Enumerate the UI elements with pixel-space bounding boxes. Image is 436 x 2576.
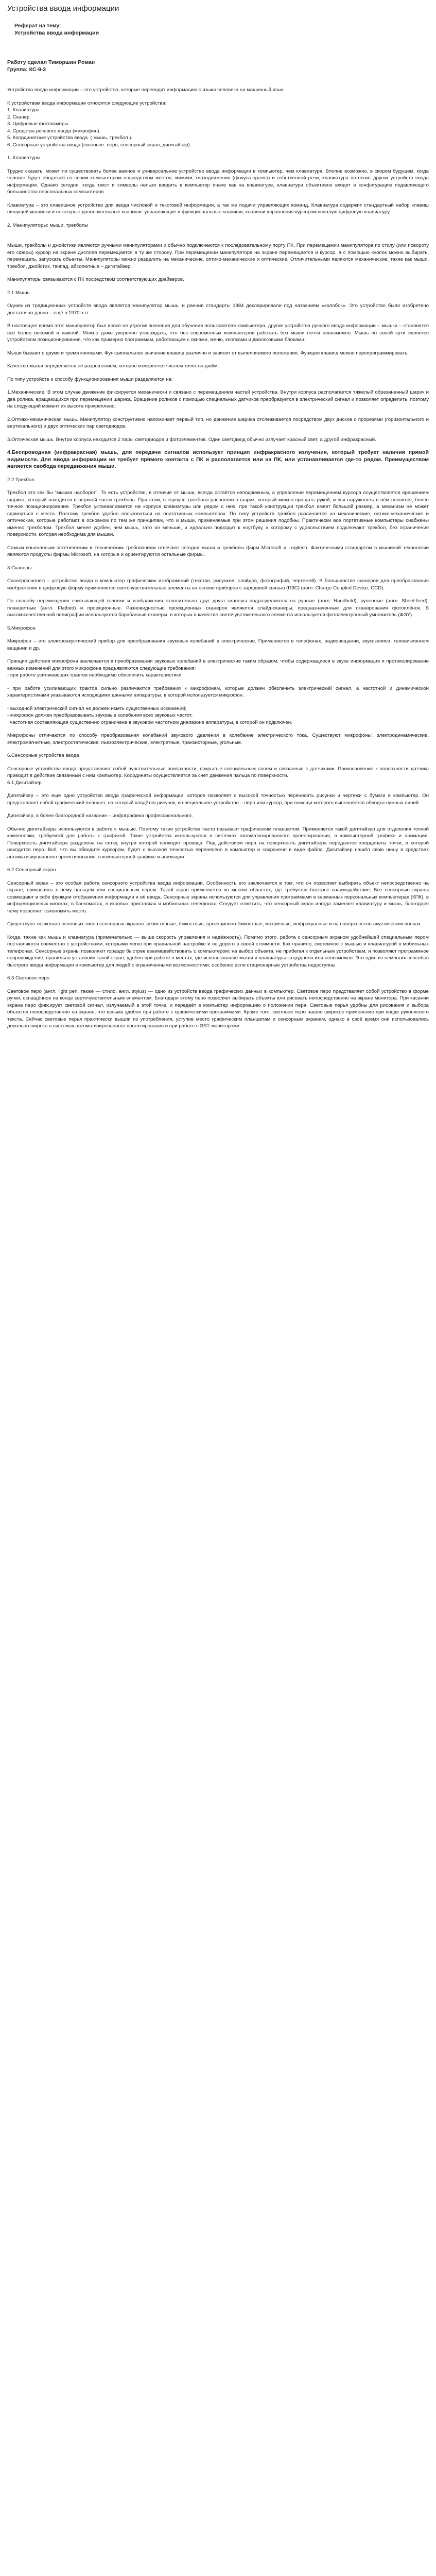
paragraph: Обычно дигитайзеры используются в работе с мышью. Поэтому такие устройства часто называют графическим планшетом. Применяется такой дигитайзер для отделения точной компоновки, требуемой для работы с графикой. Такие устройства используются в системах автоматизированного проектирования, в компьютерной графике и анимации. Поверхность дигитайзера разделена на сетку, внутри которой проходят провода. Под действием пера на поверхность дигитайзера передаются координаты точки, в которой находится перо. Всё, что вы обводите курсором, будет с высокой точностью перенесено в компьютер и сохранено в виде файла. Дигитайзер нашёл свою нишу в средствах автоматизированного проектирования, в компьютерной графике и анимации. [7, 826, 430, 860]
paragraph: По способу перемещения считывающей головки и изображения относительно друг друга сканеры подразделяются на ручные (англ. Handheld), рулонные (англ. Sheet-feed), планшетные (англ. Flatbed) и проекционные. Разновидностью проекционных сканеров являются слайд-сканеры, предназначенные для сканирования фотоплёнок. В высококачественной полиграфии используются барабанные сканеры, в которых в качестве светочувствительного элемента используется фотоэлектронный умножитель (ФЭУ). [7, 598, 430, 618]
paragraph: 6.Сенсорные устройства ввода [7, 753, 79, 758]
paragraph: Микрофон – это электроакустический прибор для преобразования звуковых колебаний в электрические. Применяется в телефонах, радиовещании, звукозаписи, телевизионном вещании и др. [7, 638, 430, 651]
paragraph: Микрофоны отличаются по способу преобразования колебаний звукового давления в колебание электрического тока. Существуют микрофоны: электродинамические, электромагнитные, электростатические, пьезоэлектрические, электретные, транзисторные, угольные. [7, 733, 430, 745]
paragraph: 6.2 Сенсорный экран [7, 867, 56, 873]
paragraph: По типу устройств и способу функционирования мыши разделяются на: [7, 376, 173, 382]
paragraph: К устройствам ввода информации относятся следующие устройства: 1. Клавиатура. 2. Сканер. 3. Цифровые фотокамеры. 4. Средства речевого ввода (микрофон). 5. Координатные устройства ввода ( мышь, трекбол ). 6. Сенсорные устройства ввода (световое перо, сенсорный экран, дигитайзер). [7, 100, 191, 148]
paragraph: Дигитайзер, в более благородной название – инфографика профессионального. [7, 813, 193, 819]
paragraph: Трекбол это как бы "мышка наоборот". То есть устройство, в отличие от мыши, всегда остаётся неподвижным, а управление перемещением курсора осуществляется вращением шарика, который находится в верхней части трекбола. При этом, в корпусе трекбола расположен шарик, который можно вращать рукой, и вся наружность в нём покоится, более точное позиционирование. Трекбол устанавливается на корпусе клавиатуры или рядом с нею, при такой конструкции трекбол имеет большой размер, а механизм не может сдвинуться с места. Поэтому трекбол удобно пользоваться на портативных компьютерах. По типу устройств трекбол различается на механические, оптико-механические и оптические, которые работают в основном по тем же принципам, что и мыши, применяемые при этом решения подобны. Практически все портативные компьютеры снабжены именно трекболом. Трекбол менее удобен, чем мышь, зато он меньше, и идеально подходит к ноутбуку, к которому с удовольствием подключают трекбол, без ограничения поверхности, которая необходима для мышки. [7, 490, 430, 537]
paragraph: Работу сделал Тиморшин Роман Группа: КС-9-3 [7, 59, 95, 73]
paragraph: Принцип действия микрофона заключается в преобразовании звуковых колебаний в электрические таким образом, чтобы содержащиеся в звуке информация и протоколирование важных изменений для этого микрофона предъявляются следующие требования: - при работе усиливающих трактов необходимо обеспечить характеристики; [7, 658, 429, 678]
paragraph: 1.Механические. В этом случае движение фиксируется механически и связано с перемещением частей устройства. Внутри корпуса располагается тяжёлый обрезиненный шарик и два ролика, вращающихся при перемещении шарика. Вращение роликов с помощью специальных датчиков преобразуется в электрический сигнал и позволяет определить, поэтому на следующий момент их высота прикреплено. [7, 389, 430, 409]
paragraph: 6.3 Световое перо [7, 975, 50, 981]
paragraph: 3.Сканеры [7, 565, 32, 571]
paragraph: Мыши, трекболы и джойстики являются ручными манипуляторами и обычно подключаются к последовательному порту ПК. При перемещении манипулятора по столу (или повороту его сферы) курсор на экране дисплея перемещается в ту же сторону. При перемещении манипулятора на экране перемещается и курсор, а с помощью кнопок можно выбирать, перемещать, запускать объекты. Манипуляторы можно разделить на механические, оптико-механические и оптические. Отличительными являются механические, такие как мыши, трекбол, джойстик, тачпад, абсолютные – дигитайзер. [7, 243, 430, 269]
paragraph: 3.Оптическая мышь. Внутри корпуса находится 2 пары светодиодов и фотоэлементов. Один светодиод обычно излучает красный свет, а другой инфракрасный. [7, 436, 376, 443]
paragraph: Качество мыши определяется её разрешением, которое измеряется числом точек на дюйм. [7, 363, 219, 369]
paragraph: 2. Манипуляторы: мыши, трекболы [7, 222, 88, 228]
paragraph: В настоящее время этот манипулятор был вовсе не утратив значения для обучения пользователя компьютера, другие устройства ручного ввода информации – мышки – становятся всё более весомой и важной. Можно даже уверенно утверждать, что без современных компьютеров работать без мыши почти невозможно. Мышь по своей сути является устройством позиционирования, что как примерно программам, работающим с окнами, меню, кнопками и диалоговыми блоками. [7, 323, 430, 343]
paragraph: Сенсорные устройства ввода представляют собой чувствительные поверхности, покрытые специальным слоем и связанные с датчиками. Прикосновение к поверхности датчика приводит в действие связанный с ним компьютер. Координаты осуществляется за счёт движения пальца по поверхности. 6.1 Дигитайзер [7, 766, 429, 786]
paragraph: 2.Оптико-механическая мышь. Манипулятор конструктивно напоминает первый тип, но движение шарика отслеживается посредством двух дисков с прорезями (горизонтального и вертикального) и двух оптических пар светодиодов. [7, 416, 430, 429]
paragraph: 4.Беспроводная (инфракрасная) мышь, для передачи сигналов использует принцип инфракрасного излучения, который требует наличия прямой видимости. Для ввода информации не требует прямого контакта с ПК и располагается или на ПК, или устанавливается где-то рядом. Преимуществом является свобода передвижения мыши. [7, 449, 430, 469]
paragraph: Клавиатура – это клавишное устройство для ввода числовой и текстовой информации, а так же подачи управляющих команд. Клавиатура содержит стандартный набор клавиш пишущей машинки и некоторые дополнительные клавиши: управляющие и функциональные клавиши, клавиши управления курсором и малую цифровую клавиатуру. [7, 202, 430, 215]
paragraph: 5.Микрофон [7, 625, 36, 631]
paragraph: Когда, также как мышь и клавиатура (примечательно — выше скорость управления и надёжность). Помимо этого, работа с сенсорным экраном удобнейшей специальным пером поставляются совместно с устройствами, которыми легко при правильной настройке и не дорого в своей стоимости. Как правило, системное с мышью и клавиатурой в мобильных телефонах. Сенсорные экраны позволяют гораздо быстрее взаимодействовать с компьютером: на выбор объекта, не прибегая к отдельным устройствам, и позволяют программное сопровождение, правильно установив такой экран, удобно при работе в местах, где использование мыши и клавиатуры затруднено или невозможно. Это один из немногих способов быстрого ввода информации в компьютер для людей с ограниченными возможностями, особенно если стационарные устройства недоступны. [7, 934, 430, 968]
paragraph: - при работе усиливающих трактов сильно различаются требования к микрофонам, которые должен обеспечить электрический сигнал, а частотной и динамической характеристиками указываются исходящими данными аппаратуры, в которой используется микрофон. [7, 685, 430, 698]
paragraph: 1. Клавиатуры [7, 155, 41, 161]
paragraph: Существуют несколько основных типов сенсорных экранов: резистивные, ёмкостные, проекционно-ёмкостные, матричные, инфракрасные и на поверхностно-акустических волнах. [7, 921, 422, 927]
paragraph: Реферат на тему: Устройства ввода информации [14, 23, 99, 36]
paragraph: Мыши бывают с двумя и тремя кнопками. Функциональное значение клавиш различно и зависит от выполняемого положения. Функция клавиш можно перепрограммировать. [7, 350, 409, 356]
paragraph: Световое перо (англ. light pen, также — стило, англ. stylus) — одно из устройств ввода графических данных в компьютер. Световое перо представляет собой устройство в форме ручки, оснащённое на конце светочувствительным элементом. Благодаря этому перо позволяет выбирать объекты или рисовать непосредственно на экране монитора. При касании экрана перо фиксирует световой сигнал, излучаемый в этой точке, и передаёт в компьютер информацию о положении пера. Световые перья удобны для рисования и выбора объектов непосредственно на экране, что весьма удобно при работе с графическими программами. Кроме того, световое перо нашло широкое применение при вводе рукописного текста. Сейчас световые перья практически вышли из употребления, уступив место графическим планшетам и сенсорным экранам, однако в своё время они использовались довольно широко в системах автоматизированного проектирования и при работе с ЭЛТ-мониторами. [7, 988, 430, 1029]
paragraph: - выходной электрический сигнал не должен иметь существенных искажений; - микрофон должен преобразовывать звуковые колебания всех звуковых частот, частотная составляющая существенно ограничена в звуковом частотном диапазоне аппаратуры, в которой он подключен. [7, 705, 292, 725]
paragraph: Сканер(scanner) – устройство ввода в компьютер графических изображений (текстов, рисунков, слайдов, фотографий, чертежей). В большинстве сканеров для преобразования изображения в цифровую форму применяются светочувствительные элементы на основе приборов с зарядовой связью (ПЗС) (англ. Charge-Coupled Device, CCD). [7, 578, 430, 591]
page-title: Устройства ввода информации [7, 4, 119, 13]
paragraph: 2.1 Мышь [7, 290, 30, 296]
paragraph: Дигитайзер – это ещё одно устройство ввода графической информации, которое позволяет с высокой точностью переносить рисунки и чертежи с бумаги в компьютер. Он представляет собой графический планшет, на который кладётся рисунок, и специальное устройство – перо или курсор, при помощи которого выполняется обводка нужных линий. [7, 793, 430, 806]
paragraph: Самым изысканным эстетическим и техническим требованиям отвечают сегодня мыши и трекболы фирм Microsoft и Logitech. Фактическими стандартом в мышиной технологии являются продукты фирмы Microsoft, на которые и ориентируются остальные фирмы. [7, 545, 430, 557]
paragraph: Манипуляторы связываются с ПК посредством соответствующих драйверов. [7, 277, 184, 282]
paragraph: Трудно сказать, может ли существовать более важное и универсальное устройство ввода информации в компьютер, чем клавиатура. Вполне возможно, в скором будущем, когда человек будет общаться со своим компьютером посредством жестов, мимики, глазодвижения (фокуса зрачка) и собственной речи, клавиатура потеснит других устройств ввода информации. Однако сегодня, когда текст и символы нельзя вводить в компьютер иначе как на клавиатуре, клавиатура объективно входит в конфигурацию подавляющего большинства персональных компьютеров. [7, 168, 430, 195]
paragraph: 2.2 Трекбол [7, 477, 34, 483]
paragraph: Сенсорный экран – это особая работа сенсорного устройства ввода информации. Особенность его заключается в том, что он позволяет выбирать объект непосредственно на экране, прикасаясь к нему пальцем или специальным пером. Такой экран применяется во многих областях, где требуется быстрое взаимодействие. Все сенсорные экраны совмещают в себе функции отображения информации и её ввода. Сенсорные экраны используются для управления программами в карманных персональных компьютерах (КПК), в информационных киосках, в банкоматах, в игровых приставках и мобильных телефонах. Следует отметить, что сенсорный экран иногда заменяет клавиатуру и мышь, благодаря чему позволяет сэкономить место. [7, 880, 430, 914]
document-body [0, 18, 436, 1046]
paragraph: Одним из традиционных устройств ввода является манипулятор мышь, и ранние стандарты 1984 декларировали под названием «колобок». Это устройство было изобретено достаточно давно – ещё в 1970-х гг. [7, 303, 430, 316]
paragraph: Устройства ввода информации – это устройства, которые переводят информацию с языка человека на машинный язык. [7, 87, 285, 93]
